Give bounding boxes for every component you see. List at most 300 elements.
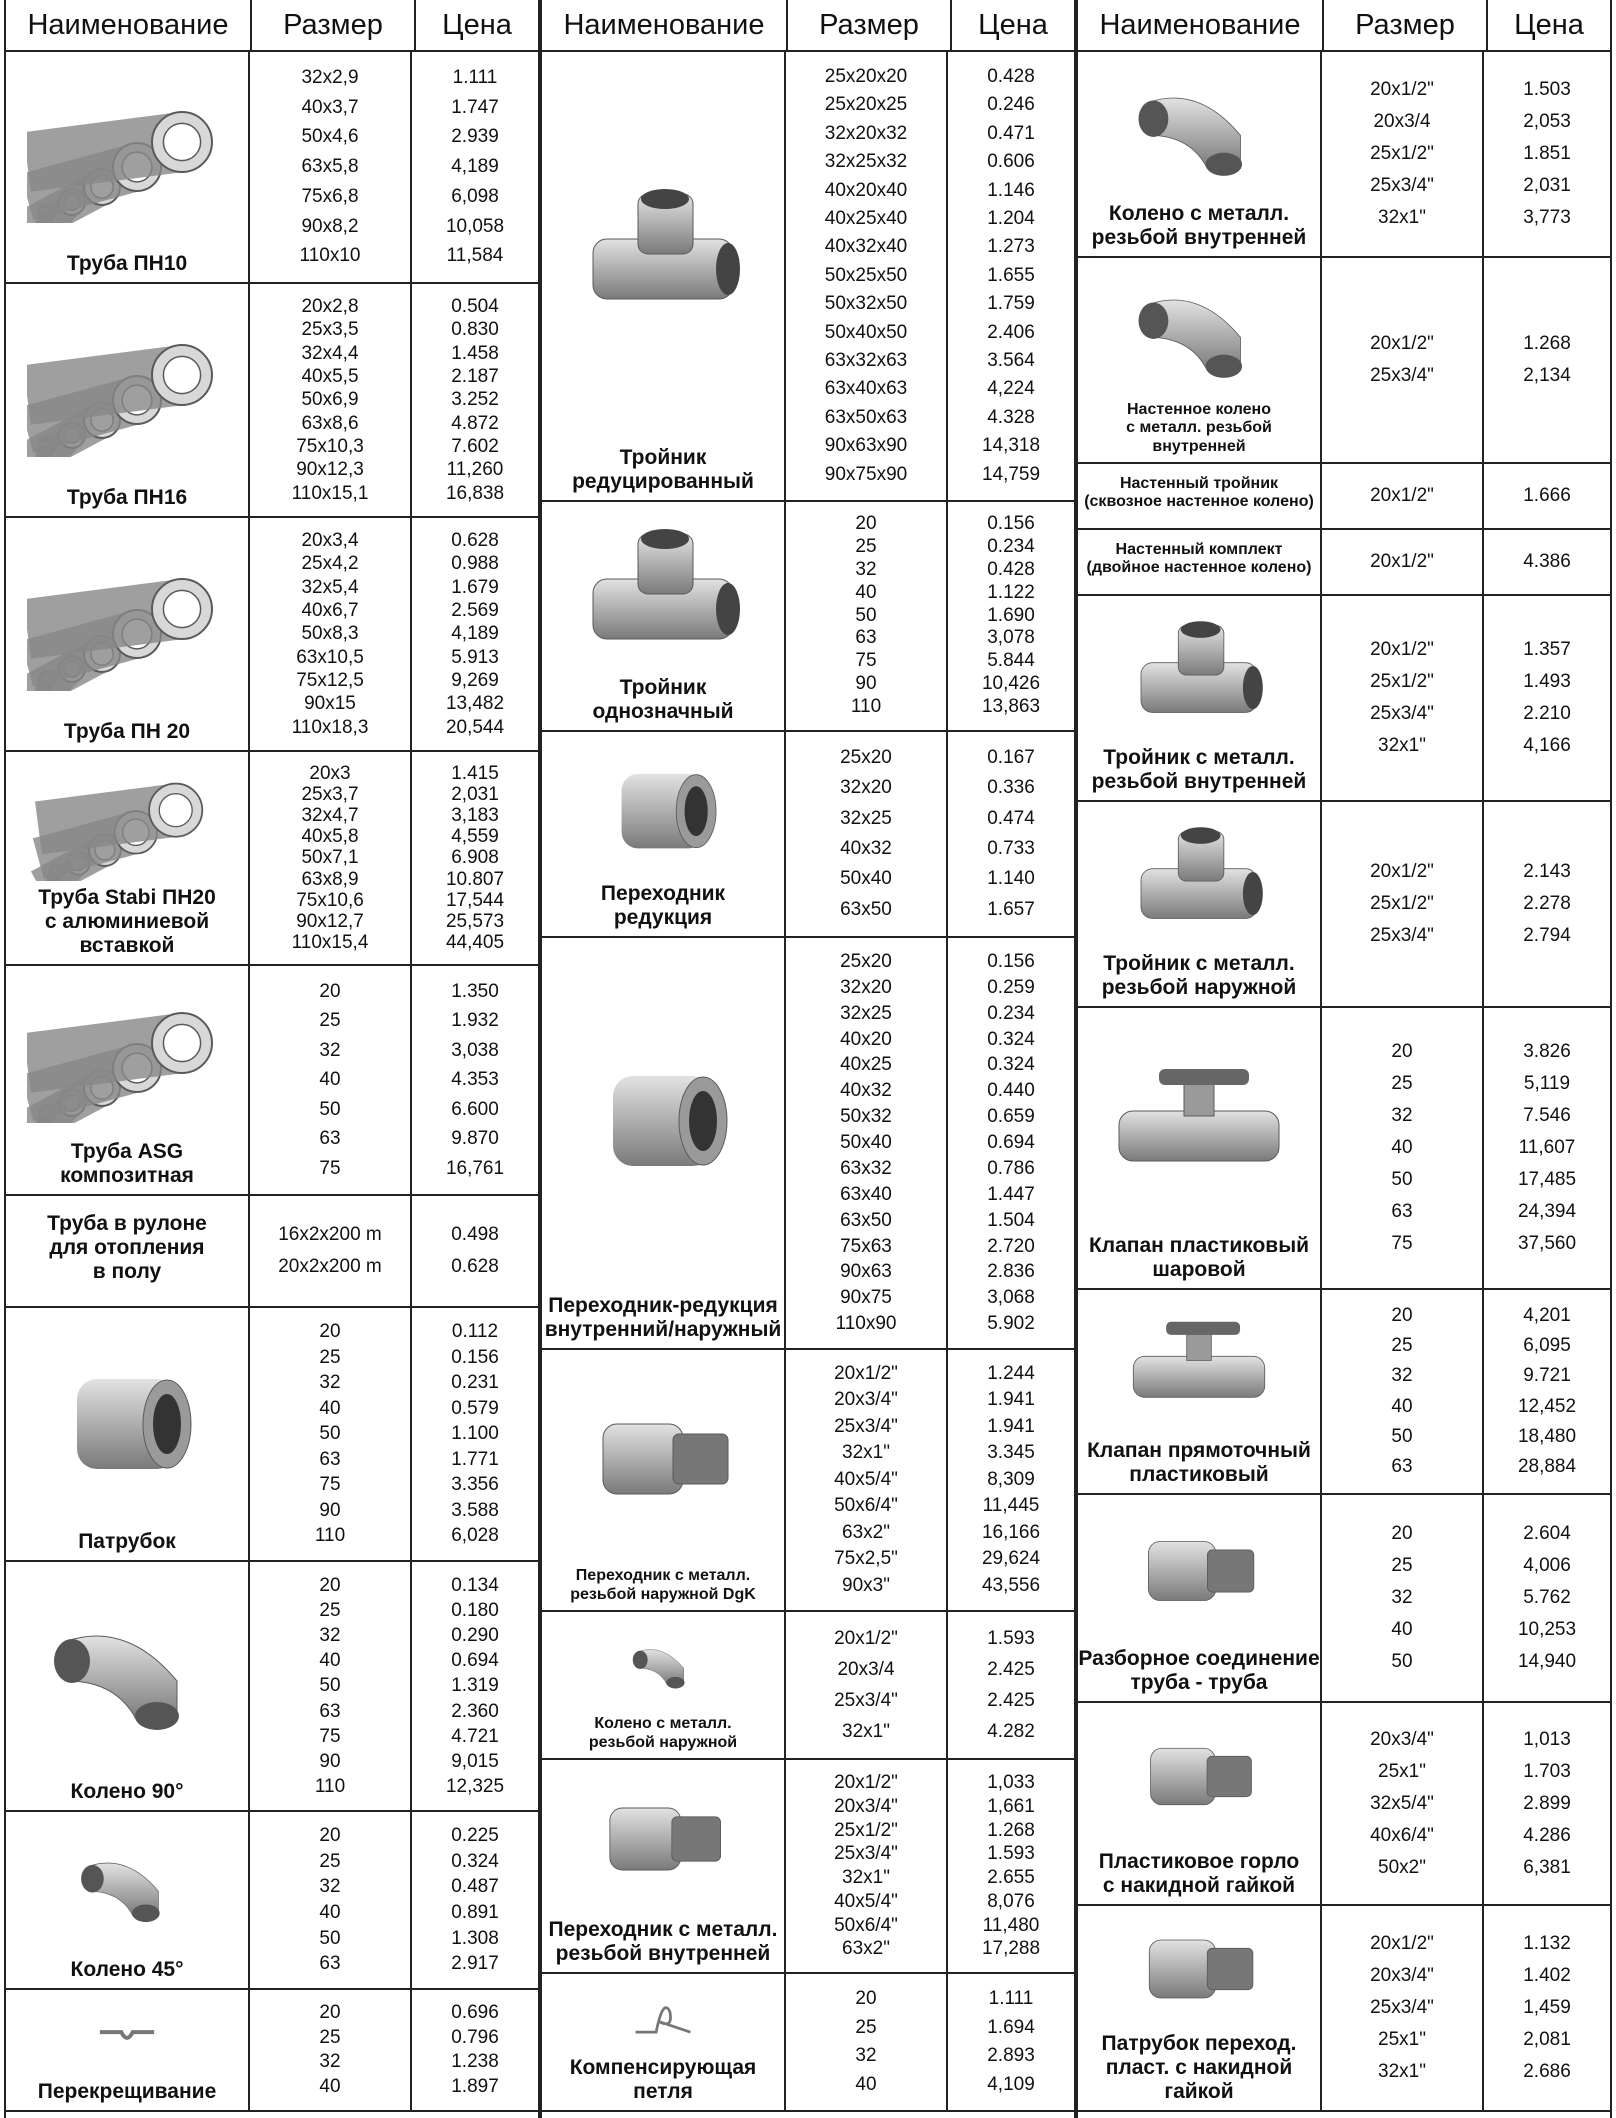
- size-value: 25: [1391, 1335, 1413, 1357]
- price-value: 1.771: [451, 1448, 499, 1470]
- size-value: 63x40x63: [824, 378, 908, 400]
- column-header: [1078, 0, 1610, 52]
- product-row: [1078, 802, 1610, 1008]
- size-value: 40: [1391, 1619, 1413, 1640]
- product-row: [1078, 1906, 1610, 2112]
- size-value: 20x3,4: [301, 530, 359, 552]
- price-value: 2.939: [451, 126, 499, 148]
- tee-icon: [542, 52, 784, 446]
- size-value: 63x50: [840, 1209, 892, 1231]
- price-cell: [1484, 52, 1610, 256]
- size-value: 110: [314, 1775, 346, 1797]
- size-value: 32: [855, 2045, 877, 2066]
- price-cell: [1484, 1906, 1610, 2110]
- size-value: 20: [319, 1575, 341, 1596]
- price-value: 4,166: [1523, 735, 1571, 756]
- price-value: 1.140: [987, 868, 1035, 890]
- product-name-cell: [1078, 1290, 1322, 1493]
- price-value: 3.588: [451, 1499, 499, 1521]
- size-value: 25x1/2": [1370, 893, 1434, 914]
- product-name: Переходник с металл. резьбой внутренней: [548, 1917, 778, 1965]
- price-value: 0.796: [451, 2026, 499, 2048]
- price-value: 0.324: [451, 1850, 499, 1872]
- size-cell: [250, 1562, 412, 1810]
- pipe-bundle-icon: [6, 966, 248, 1140]
- size-value: 25x3/4": [1370, 365, 1434, 386]
- price-value: 1.100: [451, 1423, 499, 1445]
- size-value: 32x20: [840, 777, 892, 799]
- price-value: 1.319: [451, 1675, 499, 1697]
- size-cell: [786, 502, 948, 730]
- price-value: 1,459: [1523, 1997, 1571, 2018]
- size-value: 25x4,2: [301, 553, 359, 575]
- price-value: 14,940: [1517, 1651, 1577, 1672]
- price-value: 1.111: [452, 67, 498, 89]
- size-value: 63: [319, 1700, 341, 1722]
- product-row: [542, 1350, 1074, 1612]
- size-value: 40x6,7: [301, 600, 359, 621]
- size-cell: [1322, 530, 1484, 594]
- size-value: 40x6/4": [1370, 1824, 1434, 1846]
- product-name-cell: [542, 732, 786, 936]
- product-name-cell: [542, 1350, 786, 1610]
- size-cell: [1322, 1906, 1484, 2110]
- price-value: 1.402: [1523, 1965, 1571, 1986]
- product-name: Разборное соединение труба - труба: [1078, 1646, 1320, 1694]
- price-value: 1.308: [451, 1927, 499, 1949]
- size-value: 63x32: [840, 1157, 892, 1179]
- price-cell: [412, 1308, 538, 1560]
- price-value: 0.696: [451, 2002, 499, 2023]
- size-value: 32x20x32: [824, 122, 908, 144]
- price-value: 25,573: [445, 910, 505, 932]
- size-value: 25x3/4": [834, 1415, 898, 1437]
- size-value: 25: [319, 1346, 341, 1368]
- price-value: 2.210: [1523, 703, 1571, 724]
- pipe-bundle-icon: [6, 284, 248, 486]
- size-value: 90x8,2: [301, 215, 359, 237]
- size-value: 40x32: [840, 1080, 892, 1102]
- size-value: 25: [319, 1600, 341, 1622]
- size-value: 63x32x63: [824, 349, 908, 371]
- price-value: 17,485: [1517, 1169, 1577, 1190]
- price-value: 1.111: [988, 1988, 1034, 2009]
- product-name: Клапан прямоточный пластиковый: [1087, 1438, 1311, 1486]
- product-row: [542, 52, 1074, 502]
- size-value: 20: [855, 1988, 877, 2009]
- size-value: 25x20: [840, 951, 892, 973]
- size-value: 25x3/4": [1370, 175, 1434, 196]
- size-value: 32: [1391, 1587, 1413, 1608]
- size-value: 20x1/2": [834, 1363, 898, 1385]
- size-cell: [1322, 596, 1484, 800]
- product-name-cell: [6, 1308, 250, 1560]
- coupling-icon: [6, 1308, 248, 1530]
- price-value: 4,189: [451, 623, 499, 645]
- price-value: 3,038: [451, 1039, 499, 1061]
- product-name-cell: [6, 52, 250, 282]
- product-name: Труба ПН16: [66, 485, 188, 509]
- size-value: 50x4,6: [301, 126, 359, 148]
- size-value: 63x8,6: [301, 412, 359, 434]
- price-column-3: [1076, 0, 1612, 2118]
- price-value: 0.234: [987, 535, 1035, 557]
- product-name-cell: [542, 1974, 786, 2110]
- price-value: 1.504: [987, 1209, 1035, 1231]
- pipe-bundle-icon: [6, 752, 248, 886]
- size-value: 40: [319, 1902, 341, 1923]
- size-cell: [1322, 1008, 1484, 1288]
- size-value: 50x25x50: [824, 264, 908, 286]
- size-value: 40: [1391, 1395, 1413, 1417]
- price-value: 0.628: [451, 530, 499, 552]
- size-value: 32: [319, 1876, 341, 1898]
- price-value: 5,119: [1523, 1073, 1571, 1094]
- size-value: 32: [1391, 1365, 1413, 1387]
- size-value: 16x2x200 m: [278, 1224, 382, 1245]
- price-value: 1.415: [451, 763, 499, 784]
- size-value: 40: [319, 1069, 341, 1091]
- price-value: 29,624: [981, 1548, 1041, 1570]
- female-thread-tee-icon: [1078, 596, 1320, 746]
- female-thread-elbow-icon: [1078, 52, 1320, 202]
- price-value: 2,053: [1523, 111, 1571, 132]
- size-value: 50: [319, 1098, 341, 1120]
- price-value: 0.694: [451, 1650, 499, 1672]
- product-name: Патрубок: [78, 1529, 176, 1553]
- size-cell: [786, 732, 948, 936]
- size-value: 90x12,3: [296, 459, 364, 481]
- price-value: 0.487: [451, 1876, 499, 1898]
- male-thread-elbow-icon: [542, 1612, 784, 1715]
- crossover-icon: [6, 1990, 248, 2080]
- price-value: 0.112: [451, 1321, 499, 1343]
- wall-elbow-icon: [1078, 258, 1320, 401]
- tee-icon: [542, 502, 784, 676]
- price-value: 7.602: [451, 435, 499, 457]
- size-value: 20: [1391, 1041, 1413, 1062]
- size-cell: [786, 1760, 948, 1972]
- product-name: Клапан пластиковый шаровой: [1088, 1233, 1310, 1281]
- product-name: Тройник однозначный: [592, 675, 734, 723]
- size-value: 25: [1391, 1073, 1413, 1094]
- price-value: 2.143: [1523, 861, 1571, 882]
- size-value: 32x1": [1378, 2061, 1426, 2082]
- price-value: 0.336: [987, 777, 1035, 799]
- size-value: 40: [319, 1397, 341, 1419]
- size-value: 25: [319, 1010, 341, 1032]
- product-name-cell: [542, 1760, 786, 1972]
- size-value: 75x12,5: [296, 669, 364, 691]
- price-value: 14,759: [981, 463, 1041, 485]
- size-value: 40x5/4": [834, 1890, 898, 1912]
- product-name-cell: [1078, 802, 1322, 1006]
- size-value: 63: [1391, 1455, 1413, 1477]
- price-value: 17,544: [445, 889, 505, 911]
- size-cell: [1322, 1495, 1484, 1701]
- elbow-90-icon: [6, 1562, 248, 1780]
- size-value: 20: [1391, 1305, 1413, 1327]
- size-cell: [786, 52, 948, 500]
- price-value: 9,269: [451, 669, 499, 691]
- price-value: 24,394: [1517, 1201, 1577, 1222]
- size-value: 32: [319, 1372, 341, 1394]
- price-value: 2.794: [1523, 925, 1571, 946]
- size-value: 32x5/4": [1370, 1792, 1434, 1814]
- price-cell: [948, 1350, 1074, 1610]
- size-value: 50x8,3: [301, 623, 359, 645]
- price-value: 1.503: [1523, 79, 1571, 100]
- size-cell: [250, 752, 412, 964]
- size-value: 110x10: [299, 245, 361, 267]
- size-value: 32: [319, 1039, 341, 1061]
- product-name-cell: [1078, 52, 1322, 256]
- size-value: 110x15,4: [291, 931, 369, 953]
- product-name: Труба ASG композитная: [60, 1139, 194, 1187]
- price-value: 44,405: [445, 931, 505, 953]
- price-value: 1.694: [987, 2016, 1035, 2038]
- price-value: 5.844: [987, 650, 1035, 672]
- price-value: 9.721: [1523, 1365, 1571, 1387]
- header-size: Размер: [252, 0, 416, 50]
- product-name: Переходник редукция: [600, 881, 726, 929]
- price-value: 11,260: [446, 459, 504, 481]
- header-name: Наименование: [6, 0, 252, 50]
- size-value: 25x3,5: [301, 319, 359, 341]
- size-value: 25x20: [840, 747, 892, 769]
- size-value: 20x1/2": [1370, 861, 1434, 882]
- size-value: 20: [855, 513, 877, 535]
- price-value: 0.428: [987, 558, 1035, 580]
- price-value: 0.471: [987, 122, 1035, 144]
- price-value: 0.156: [987, 513, 1035, 535]
- size-value: 25x1": [1378, 2029, 1426, 2050]
- price-value: 9.870: [451, 1128, 499, 1150]
- size-value: 20: [319, 2002, 341, 2023]
- size-value: 50x32x50: [824, 293, 908, 315]
- price-value: 1.268: [1523, 333, 1571, 354]
- price-value: 2,031: [1523, 175, 1571, 196]
- product-row: [1078, 464, 1610, 530]
- price-value: 0.156: [987, 951, 1035, 973]
- size-value: 32x20: [840, 976, 892, 998]
- price-value: 6,381: [1523, 1856, 1571, 1878]
- price-value: 5.913: [451, 646, 499, 668]
- price-value: 2,081: [1523, 2029, 1571, 2050]
- size-value: 63: [319, 1953, 341, 1975]
- price-value: 43,556: [981, 1574, 1041, 1596]
- size-value: 63x2": [842, 1938, 890, 1960]
- size-value: 50: [319, 1423, 341, 1445]
- size-cell: [1322, 802, 1484, 1006]
- size-value: 90x63x90: [824, 435, 908, 457]
- price-value: 4,201: [1523, 1305, 1571, 1327]
- price-value: 4,109: [987, 2073, 1035, 2095]
- price-cell: [948, 1612, 1074, 1758]
- pipe-bundle-icon: [6, 518, 248, 720]
- product-name-cell: [1078, 530, 1322, 594]
- size-value: 20x3/4: [837, 1659, 895, 1680]
- size-value: 90: [319, 1499, 341, 1521]
- size-value: 75x10,6: [296, 889, 364, 911]
- product-name-cell: [1078, 464, 1322, 528]
- size-value: 50x40: [840, 868, 892, 890]
- price-value: 2.686: [1523, 2061, 1571, 2082]
- price-value: 1.679: [451, 576, 499, 598]
- size-value: 75x10,3: [296, 435, 364, 457]
- price-value: 1.703: [1523, 1760, 1571, 1782]
- product-name: Патрубок переход. пласт. с накидной гайкой: [1101, 2031, 1297, 2103]
- price-value: 1.244: [987, 1363, 1035, 1385]
- product-name: Переходник-редукция внутренний/наружный: [544, 1293, 782, 1341]
- product-row: [6, 52, 538, 284]
- size-value: 25x20x20: [824, 66, 908, 88]
- product-row: [1078, 1008, 1610, 1290]
- product-name-cell: [1078, 258, 1322, 462]
- price-value: 0.440: [987, 1080, 1035, 1102]
- product-row: [542, 1760, 1074, 1974]
- reducer-icon: [542, 732, 784, 882]
- price-cell: [1484, 596, 1610, 800]
- product-row: [6, 284, 538, 518]
- product-row: [1078, 258, 1610, 464]
- price-value: 4,559: [451, 826, 499, 848]
- size-value: 63: [319, 1448, 341, 1470]
- size-value: 75x63: [840, 1235, 892, 1257]
- header-size: Размер: [788, 0, 952, 50]
- size-value: 32x2,9: [301, 67, 359, 89]
- size-value: 40x5,5: [301, 366, 359, 387]
- product-name-cell: [1078, 1495, 1322, 1701]
- size-value: 90x15: [304, 693, 356, 715]
- price-value: 3,078: [987, 627, 1035, 649]
- size-value: 40x25x40: [824, 208, 908, 230]
- size-value: 90: [855, 673, 877, 695]
- nut-coupling-icon: [1078, 1906, 1320, 2032]
- ball-valve-icon: [1078, 1008, 1320, 1234]
- price-value: 0.428: [987, 66, 1035, 88]
- size-value: 40: [1391, 1137, 1413, 1158]
- size-value: 25: [319, 2026, 341, 2048]
- product-name: Перекрещивание: [37, 2079, 217, 2103]
- price-value: 3,183: [451, 805, 499, 827]
- price-value: 1.593: [987, 1843, 1035, 1865]
- size-value: 32x1": [842, 1721, 890, 1742]
- product-name: Труба Stabi ПН20 с алюминиевой вставкой: [38, 885, 216, 957]
- price-value: 2.899: [1523, 1792, 1571, 1814]
- price-value: 1.350: [451, 981, 499, 1003]
- size-value: 90x75: [840, 1287, 892, 1309]
- product-name: Труба ПН 20: [63, 719, 191, 743]
- price-value: 1.273: [987, 236, 1035, 258]
- size-cell: [1322, 258, 1484, 462]
- price-value: 2.569: [451, 600, 499, 621]
- price-cell: [1484, 1290, 1610, 1493]
- size-value: 50: [319, 1675, 341, 1697]
- price-value: 1,013: [1523, 1728, 1571, 1750]
- price-value: 10,058: [445, 215, 505, 237]
- size-value: 50: [1391, 1169, 1413, 1190]
- price-cell: [1484, 802, 1610, 1006]
- size-cell: [250, 518, 412, 750]
- price-value: 1.238: [451, 2051, 499, 2072]
- price-value: 3.564: [987, 349, 1035, 371]
- price-value: 2.893: [987, 2045, 1035, 2066]
- size-value: 32x1": [1378, 735, 1426, 756]
- size-value: 110x90: [835, 1313, 897, 1335]
- product-name: Труба в рулоне для отопления в полу: [47, 1211, 207, 1284]
- price-value: 0.180: [451, 1600, 499, 1622]
- male-thread-adapter-icon: [542, 1350, 784, 1567]
- product-name: Переходник с металл. резьбой наружной DgK: [570, 1567, 756, 1603]
- price-cell: [412, 52, 538, 282]
- price-value: 1.268: [987, 1819, 1035, 1841]
- size-value: 25x3/4": [1370, 925, 1434, 946]
- column-header: [542, 0, 1074, 52]
- product-name: Колено 45°: [70, 1957, 184, 1981]
- size-value: 25x3/4": [1370, 703, 1434, 724]
- price-value: 4.872: [451, 412, 499, 434]
- size-cell: [250, 52, 412, 282]
- price-value: 1.747: [451, 96, 499, 118]
- price-value: 4.386: [1523, 551, 1571, 572]
- size-value: 20x1/2": [1370, 485, 1434, 506]
- size-value: 40x5,8: [301, 826, 359, 848]
- header-price: Цена: [1514, 8, 1584, 41]
- price-value: 6.600: [451, 1098, 499, 1120]
- size-value: 90x3": [842, 1574, 890, 1596]
- size-value: 20x3/4: [1373, 111, 1431, 132]
- price-cell: [948, 732, 1074, 936]
- size-value: 20x1/2": [834, 1772, 898, 1793]
- size-value: 25x3/4": [1370, 1997, 1434, 2018]
- price-value: 0.246: [987, 94, 1035, 116]
- header-name: Наименование: [542, 0, 788, 50]
- product-name: Тройник с металл. резьбой внутренней: [1091, 745, 1307, 793]
- size-value: 63x50x63: [824, 406, 908, 428]
- price-cell: [948, 938, 1074, 1348]
- price-value: 0.988: [451, 553, 499, 575]
- size-value: 20x3/4": [834, 1795, 898, 1817]
- price-value: 2.604: [1523, 1523, 1571, 1544]
- size-value: 20x1/2": [1370, 639, 1434, 660]
- size-value: 20x3/4": [1370, 1965, 1434, 1986]
- price-cell: [1484, 530, 1610, 594]
- size-value: 75: [1391, 1233, 1413, 1254]
- price-cell: [1484, 1703, 1610, 1904]
- size-value: 75: [319, 1157, 341, 1179]
- size-value: 20x3/4": [1370, 1728, 1434, 1750]
- size-value: 20x2x200 m: [278, 1256, 382, 1277]
- price-value: 10.807: [445, 868, 505, 890]
- size-value: 25x1/2": [834, 1819, 898, 1841]
- price-cell: [948, 1974, 1074, 2110]
- product-name-cell: [6, 1990, 250, 2110]
- size-value: 20: [1391, 1523, 1413, 1544]
- product-row: [6, 752, 538, 966]
- price-value: 0.628: [451, 1256, 499, 1277]
- price-value: 0.474: [987, 807, 1035, 829]
- size-cell: [1322, 1703, 1484, 1904]
- price-column-2: [540, 0, 1076, 2118]
- size-value: 110: [314, 1525, 346, 1547]
- pipe-bundle-icon: [6, 52, 248, 252]
- size-value: 32x1": [842, 1442, 890, 1464]
- price-value: 11,607: [1518, 1137, 1576, 1158]
- size-value: 75: [319, 1725, 341, 1747]
- size-value: 75x6,8: [301, 185, 359, 207]
- product-row: [6, 1196, 538, 1308]
